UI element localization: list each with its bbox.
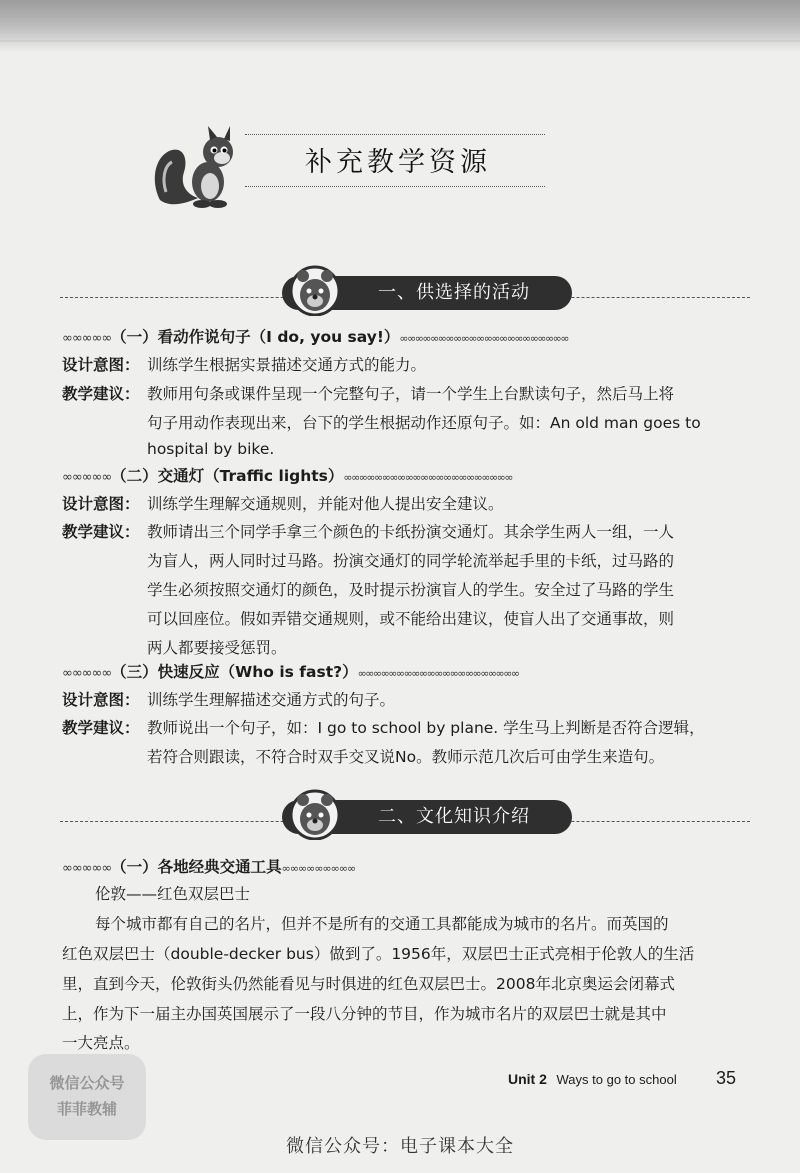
suggestion-line: 句子用动作表现出来，台下的学生根据动作还原句子。如：An old man goes to xyxy=(147,414,701,432)
activity-heading-2: ∞∞∞∞∞（二）交通灯（Traffic lights）∞∞∞∞∞∞∞∞∞∞∞∞∞∞∞∞∞∞∞∞∞∞ xyxy=(62,467,512,485)
teaching-suggestion-label: 教学建议： xyxy=(62,523,140,541)
activity-heading-1: ∞∞∞∞∞（一）看动作说句子（I do, you say!）∞∞∞∞∞∞∞∞∞∞∞∞∞∞∞∞∞∞∞∞∞∞ xyxy=(62,328,569,346)
suggestion-line: 两人都要接受惩罚。 xyxy=(147,639,287,657)
unit-label: Unit 2 xyxy=(508,1071,547,1087)
suggestion-line: 学生必须按照交通灯的颜色，及时提示扮演盲人的学生。安全过了马路的学生 xyxy=(147,581,675,599)
bottom-watermark: 微信公众号：电子课本大全 xyxy=(286,1136,514,1157)
culture-paragraph-line: 红色双层巴士（double-decker bus）做到了。1956年，双层巴士正式亮相于伦敦人的生活 xyxy=(62,945,695,963)
design-intent-label: 设计意图： xyxy=(62,356,140,374)
activity-heading-3: ∞∞∞∞∞（三）快速反应（Who is fast?）∞∞∞∞∞∞∞∞∞∞∞∞∞∞∞∞∞∞∞∞∞ xyxy=(62,663,519,681)
squirrel-icon xyxy=(150,120,250,210)
suggestion-line: 教师用句条或课件呈现一个完整句子，请一个学生上台默读句子，然后马上将 xyxy=(147,385,675,403)
bear-icon xyxy=(286,788,344,840)
suggestion-line: hospital by bike. xyxy=(147,440,275,458)
design-intent-label: 设计意图： xyxy=(62,691,140,709)
suggestion-line: 教师说出一个句子，如：I go to school by plane. 学生马上判断是否符合逻辑， xyxy=(147,719,705,737)
culture-subtitle: 伦敦——红色双层巴士 xyxy=(95,885,251,903)
title-rule-top xyxy=(245,134,545,135)
watermark-badge-line: 微信公众号 xyxy=(49,1074,125,1092)
culture-paragraph-line: 一大亮点。 xyxy=(62,1034,140,1052)
design-intent-text: 训练学生根据实景描述交通方式的能力。 xyxy=(147,356,427,374)
section-header-culture xyxy=(60,788,750,836)
culture-heading-1: ∞∞∞∞∞（一）各地经典交通工具∞∞∞∞∞∞∞∞∞ xyxy=(62,858,356,876)
design-intent-label: 设计意图： xyxy=(62,495,140,513)
bear-icon xyxy=(286,264,344,316)
culture-paragraph-line: 里，直到今天，伦敦街头仍然能看见与时俱进的红色双层巴士。2008年北京奥运会闭幕式 xyxy=(62,975,675,993)
teaching-suggestion-label: 教学建议： xyxy=(62,385,140,403)
watermark-badge xyxy=(28,1054,146,1140)
unit-title: Ways to go to school xyxy=(556,1072,677,1087)
section-header-activities xyxy=(60,264,750,312)
footer-unit xyxy=(508,1071,677,1087)
section-title: 二、文化知识介绍 xyxy=(378,806,530,827)
suggestion-line: 为盲人，两人同时过马路。扮演交通灯的同学轮流举起手里的卡纸，过马路的 xyxy=(147,552,675,570)
page-number: 35 xyxy=(716,1068,737,1088)
design-intent-text: 训练学生理解交通规则，并能对他人提出安全建议。 xyxy=(147,495,504,513)
section-title: 一、供选择的活动 xyxy=(378,282,530,303)
page-title: 补充教学资源 xyxy=(305,147,491,178)
culture-paragraph-line: 上，作为下一届主办国英国展示了一段八分钟的节目，作为城市名片的双层巴士就是其中 xyxy=(62,1005,667,1023)
title-rule-bottom xyxy=(245,186,545,187)
suggestion-line: 若符合则跟读，不符合时双手交叉说No。教师示范几次后可由学生来造句。 xyxy=(147,748,665,766)
culture-paragraph-line: 每个城市都有自己的名片，但并不是所有的交通工具都能成为城市的名片。而英国的 xyxy=(95,915,669,933)
teaching-suggestion-label: 教学建议： xyxy=(62,719,140,737)
suggestion-line: 教师请出三个同学手拿三个颜色的卡纸扮演交通灯。其余学生两人一组，一人 xyxy=(147,523,675,541)
suggestion-line: 可以回座位。假如弄错交通规则，或不能给出建议，使盲人出了交通事故，则 xyxy=(147,610,675,628)
design-intent-text: 训练学生理解描述交通方式的句子。 xyxy=(147,691,396,709)
watermark-badge-line: 菲菲教辅 xyxy=(56,1100,117,1118)
